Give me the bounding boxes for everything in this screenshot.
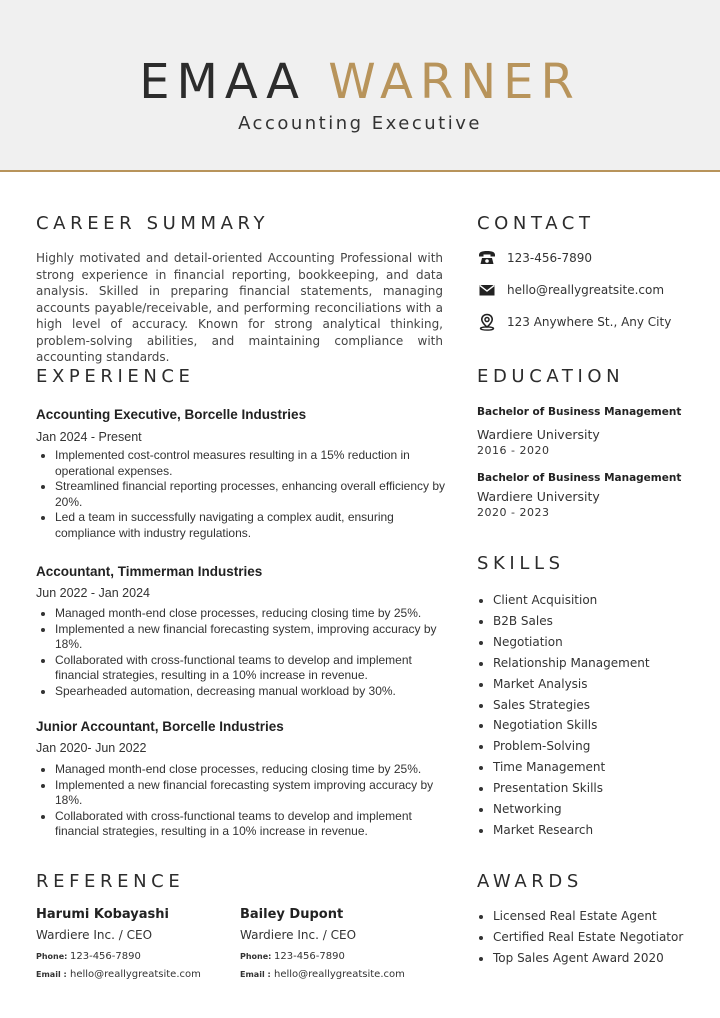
list-item: • Implemented cost-control measures resulting in a 15% reduction in operational expenses. bbox=[55, 448, 446, 479]
ref-phone-value: 123-456-7890 bbox=[274, 951, 345, 962]
list-item: • Time Management bbox=[493, 757, 707, 778]
list-item: • Managed month-end close processes, reducing closing time by 25%. bbox=[55, 762, 446, 778]
ref-phone-value: 123-456-7890 bbox=[70, 951, 141, 962]
job-title-3: Junior Accountant, Borcelle Industries bbox=[36, 719, 284, 734]
edu-degree-1: Bachelor of Business Management bbox=[477, 406, 682, 418]
contact-phone-text: 123-456-7890 bbox=[507, 251, 593, 265]
list-item: • Certified Real Estate Negotiator bbox=[493, 927, 707, 948]
edu-school-2: Wardiere University bbox=[477, 489, 600, 504]
job-date-3: Jan 2020- Jun 2022 bbox=[36, 741, 147, 755]
last-name: WARNER bbox=[328, 54, 581, 110]
ref-phone-label: Phone: bbox=[240, 952, 272, 961]
skills-list bbox=[477, 590, 707, 841]
contact-address-text: 123 Anywhere St., Any City bbox=[507, 315, 672, 329]
edu-years-2: 2020 - 2023 bbox=[477, 506, 550, 519]
job-title-1: Accounting Executive, Borcelle Industries bbox=[36, 407, 307, 422]
list-item: • Negotiation Skills bbox=[493, 715, 707, 736]
ref-email-2 bbox=[240, 969, 405, 980]
edu-degree-2: Bachelor of Business Management bbox=[477, 472, 682, 484]
contact-email-text: hello@reallygreatsite.com bbox=[507, 283, 665, 297]
ref-email-1 bbox=[36, 969, 201, 980]
ref-phone-1 bbox=[36, 951, 141, 962]
experience-heading: EXPERIENCE bbox=[36, 366, 195, 387]
ref-company-1: Wardiere Inc. / CEO bbox=[36, 928, 153, 942]
list-item: • Licensed Real Estate Agent bbox=[493, 906, 707, 927]
ref-email-label: Email : bbox=[240, 970, 271, 979]
list-item: • Problem-Solving bbox=[493, 736, 707, 757]
career-summary-heading: CAREER SUMMARY bbox=[36, 213, 270, 234]
list-item: • Client Acquisition bbox=[493, 590, 707, 611]
list-item: • Managed month-end close processes, reducing closing time by 25%. bbox=[55, 606, 446, 622]
ref-name-1: Harumi Kobayashi bbox=[36, 907, 169, 922]
list-item: • Sales Strategies bbox=[493, 695, 707, 716]
email-icon bbox=[478, 281, 496, 299]
list-item: • Led a team in successfully navigating a complex audit, ensuring compliance with industry regulations. bbox=[55, 510, 446, 541]
list-item: • Collaborated with cross-functional teams to develop and implement financial strategies, resulting in a 10% increase in revenue. bbox=[55, 809, 446, 840]
first-name: EMAA bbox=[139, 54, 306, 110]
ref-email-value: hello@reallygreatsite.com bbox=[70, 969, 201, 980]
edu-school-1: Wardiere University bbox=[477, 427, 600, 442]
job-bullets-2 bbox=[36, 606, 446, 699]
education-heading: EDUCATION bbox=[477, 366, 625, 387]
awards-list bbox=[477, 906, 707, 969]
contact-email bbox=[478, 281, 664, 299]
list-item: • B2B Sales bbox=[493, 611, 707, 632]
list-item: • Negotiation bbox=[493, 632, 707, 653]
list-item: • Relationship Management bbox=[493, 653, 707, 674]
list-item: • Presentation Skills bbox=[493, 778, 707, 799]
list-item: • Spearheaded automation, decreasing manual workload by 30%. bbox=[55, 684, 446, 700]
contact-heading: CONTACT bbox=[477, 213, 595, 234]
location-icon bbox=[478, 313, 496, 331]
full-name bbox=[0, 54, 720, 110]
list-item: • Networking bbox=[493, 799, 707, 820]
list-item: • Implemented a new financial forecasting system, improving accuracy by 18%. bbox=[55, 622, 446, 653]
skills-heading: SKILLS bbox=[477, 553, 565, 574]
ref-email-label: Email : bbox=[36, 970, 67, 979]
reference-heading: REFERENCE bbox=[36, 871, 185, 892]
ref-phone-label: Phone: bbox=[36, 952, 68, 961]
career-summary-text: Highly motivated and detail-oriented Accounting Professional with strong experience in financial reporting, bookkeeping, and data analysis. Skilled in preparing financial statements, managing accounts payable/receivable, and performing reconciliations with a high level of accuracy. Known for strong analytical thinking, problem-solving abilities, and maintaining compliance with accounting standards. bbox=[36, 251, 443, 364]
ref-email-value: hello@reallygreatsite.com bbox=[274, 969, 405, 980]
job-date-2: Jun 2022 - Jan 2024 bbox=[36, 586, 150, 600]
job-date-1: Jan 2024 - Present bbox=[36, 430, 142, 444]
job-bullets-3 bbox=[36, 762, 446, 840]
job-title-2: Accountant, Timmerman Industries bbox=[36, 564, 263, 579]
contact-phone bbox=[478, 249, 592, 267]
list-item: • Streamlined financial reporting processes, enhancing overall efficiency by 20%. bbox=[55, 479, 446, 510]
ref-phone-2 bbox=[240, 951, 345, 962]
ref-name-2: Bailey Dupont bbox=[240, 907, 344, 922]
resume-header bbox=[0, 0, 720, 172]
list-item: • Collaborated with cross-functional teams to develop and implement financial strategies, resulting in a 10% increase in revenue. bbox=[55, 653, 446, 684]
list-item: • Market Analysis bbox=[493, 674, 707, 695]
contact-address bbox=[478, 313, 671, 331]
awards-heading: AWARDS bbox=[477, 871, 583, 892]
edu-years-1: 2016 - 2020 bbox=[477, 444, 550, 457]
list-item: • Top Sales Agent Award 2020 bbox=[493, 948, 707, 969]
phone-icon bbox=[478, 249, 496, 267]
list-item: • Implemented a new financial forecasting system improving accuracy by 18%. bbox=[55, 778, 446, 809]
list-item: • Market Research bbox=[493, 820, 707, 841]
job-bullets-1 bbox=[36, 448, 446, 541]
ref-company-2: Wardiere Inc. / CEO bbox=[240, 928, 357, 942]
job-role: Accounting Executive bbox=[238, 113, 482, 134]
